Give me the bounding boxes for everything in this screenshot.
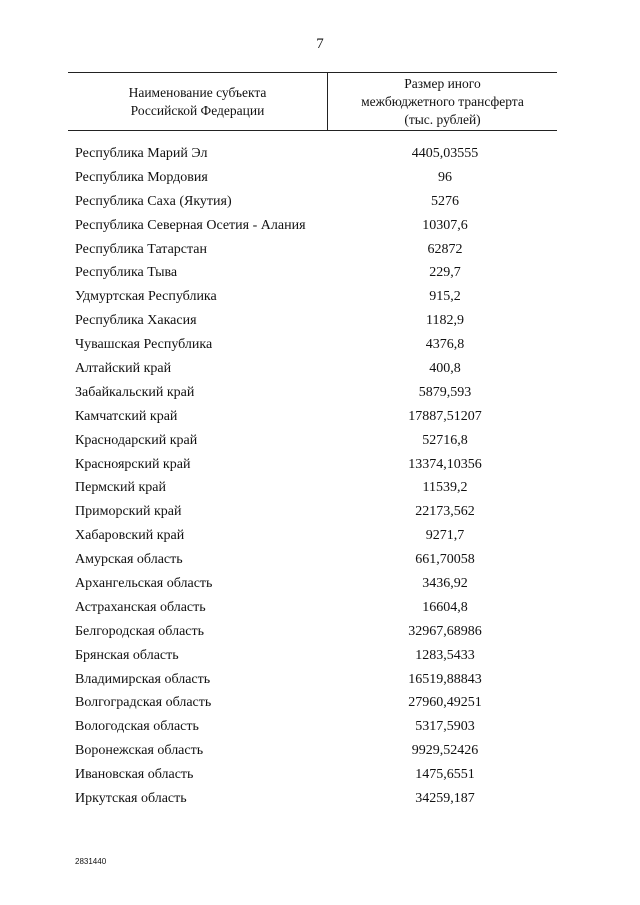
region-name: Забайкальский край [75,384,195,400]
table-row [75,261,557,285]
table-row [75,620,557,644]
table-row [75,644,557,668]
transfer-amount: 22173,562 [415,504,475,520]
region-name: Брянская область [75,647,179,663]
region-name: Владимирская область [75,671,211,687]
table-row [75,405,557,429]
transfer-amount: 915,2 [429,289,461,305]
table-row [75,548,557,572]
region-name: Республика Тыва [75,265,178,281]
region-name: Камчатский край [75,408,178,424]
transfer-amount: 52716,8 [422,432,468,448]
header-region-name [68,73,328,130]
table-row [75,214,557,238]
table-row [75,429,557,453]
region-name: Республика Северная Осетия - Алания [75,217,306,233]
transfer-amount: 3436,92 [422,575,468,591]
table-body [75,142,557,811]
transfer-amount: 661,70058 [415,552,475,568]
transfer-amount: 9271,7 [425,528,465,544]
table-row [75,668,557,692]
table-row [75,309,557,333]
region-name: Астраханская область [75,599,206,615]
table-row [75,333,557,357]
region-name: Амурская область [75,552,183,568]
transfer-amount: 11539,2 [422,480,468,496]
table-row [75,166,557,190]
table-row [75,476,557,500]
region-name: Иркутская область [75,790,187,806]
region-name: Республика Хакасия [75,313,197,329]
transfer-amount: 34259,187 [415,790,475,806]
region-name: Воронежская область [75,743,204,759]
region-name: Красноярский край [75,456,191,472]
table-row [75,763,557,787]
transfer-amount: 5317,5903 [415,719,475,735]
header-transfer-amount-text: Размер иного межбюджетного трансферта (тыс. рублей) [361,75,524,127]
header-transfer-amount [328,73,557,130]
region-name: Вологодская область [75,719,199,735]
page-number: 7 [316,36,324,52]
region-name: Волгоградская область [75,695,212,711]
transfer-amount: 96 [438,169,452,185]
transfer-amount: 1283,5433 [415,647,475,663]
region-name: Республика Марий Эл [75,145,208,161]
region-name: Белгородская область [75,623,205,639]
transfer-amount: 5879,593 [418,384,472,400]
region-name: Удмуртская Республика [75,289,217,305]
table-row [75,524,557,548]
transfer-amount: 62872 [427,241,463,257]
document-code: 2831440 [75,857,107,866]
transfer-amount: 16519,88843 [408,671,482,687]
region-name: Республика Саха (Якутия) [75,193,232,209]
table-row [75,190,557,214]
table-row [75,453,557,477]
table-row [75,500,557,524]
region-name: Архангельская область [75,575,213,591]
region-name: Алтайский край [75,360,172,376]
transfer-amount: 17887,51207 [408,408,482,424]
table-row [75,715,557,739]
transfer-amount: 229,7 [429,265,461,281]
region-name: Республика Мордовия [75,169,208,185]
transfer-amount: 400,8 [429,360,461,376]
region-name: Приморский край [75,504,182,520]
transfer-amount: 1475,6551 [415,767,475,783]
table-row [75,357,557,381]
table-row [75,381,557,405]
region-name: Краснодарский край [75,432,198,448]
table-row [75,142,557,166]
transfer-amount: 4376,8 [425,337,465,353]
transfer-amount: 5276 [431,193,459,209]
transfer-amount: 1182,9 [426,313,464,329]
table-row [75,238,557,262]
region-name: Республика Татарстан [75,241,208,257]
region-name: Чувашская Республика [75,337,213,353]
table-row [75,285,557,309]
region-name: Пермский край [75,480,166,496]
region-name: Ивановская область [75,767,194,783]
table-row [75,572,557,596]
transfer-amount: 16604,8 [422,599,468,615]
transfer-amount: 13374,10356 [408,456,482,472]
table-row [75,739,557,763]
table-header [68,72,557,131]
transfer-amount: 32967,68986 [408,623,482,639]
transfer-amount: 27960,49251 [408,695,482,711]
table-row [75,691,557,715]
region-name: Хабаровский край [75,528,185,544]
table-row [75,596,557,620]
transfer-amount: 4405,03555 [411,145,479,161]
transfer-amount: 10307,6 [422,217,468,233]
header-region-name-text: Наименование субъекта Российской Федерации [128,84,267,118]
transfer-amount: 9929,52426 [411,743,479,759]
table-row [75,787,557,811]
